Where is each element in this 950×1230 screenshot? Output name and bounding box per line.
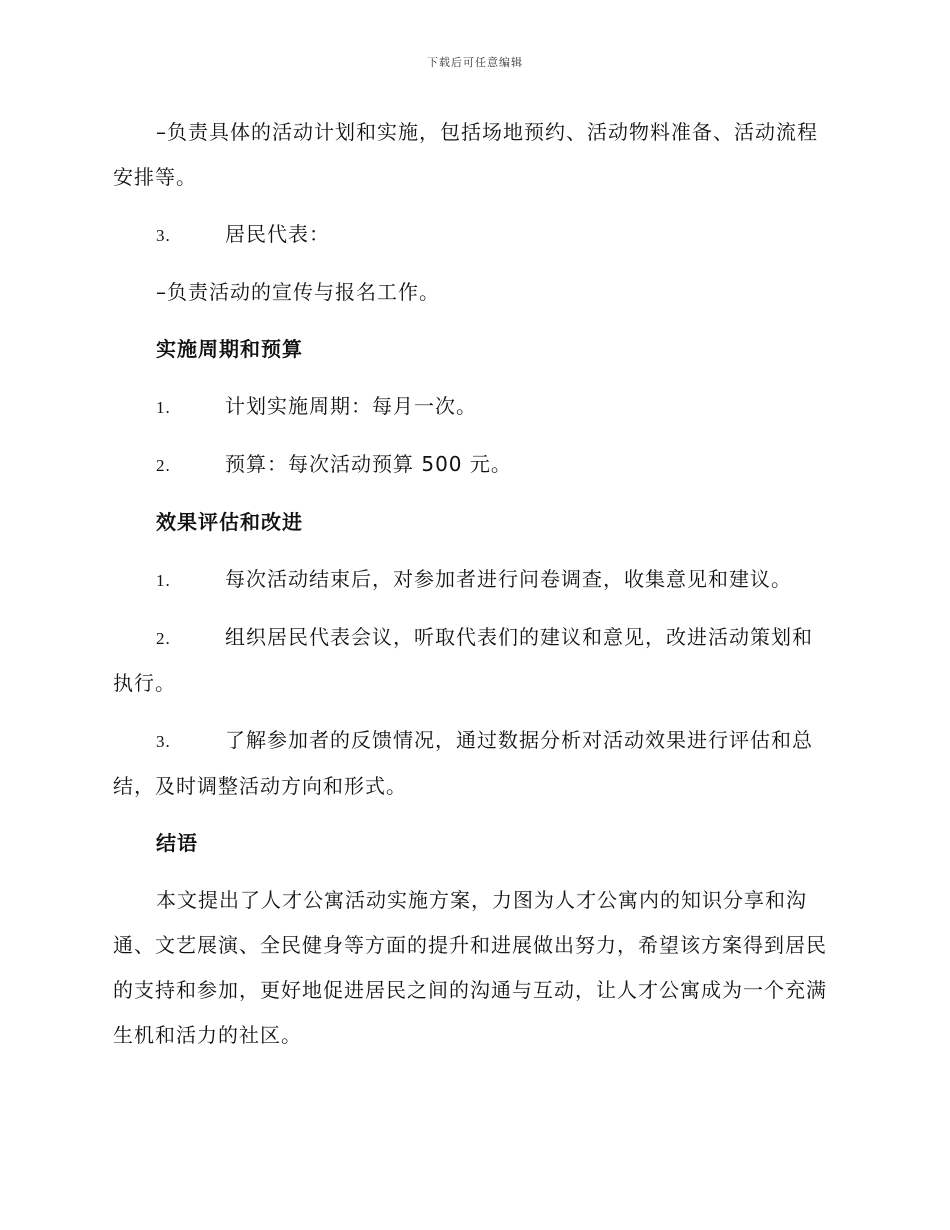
- list-text: 计划实施周期：每月一次。: [225, 394, 477, 418]
- list-item-survey: [113, 557, 833, 603]
- list-item-feedback: [113, 718, 833, 809]
- paragraph-resident-duty: –负责活动的宣传与报名工作。: [156, 280, 440, 304]
- list-item-meeting: [113, 615, 833, 706]
- header-note: 下载后可任意编辑: [427, 56, 523, 69]
- list-text: 了解参加者的反馈情况，通过数据分析对活动效果进行评估和总结，及时调整活动方向和形式。: [113, 728, 813, 798]
- list-number: 2.: [156, 629, 171, 648]
- section-heading-conclusion: 结语: [156, 831, 198, 855]
- list-item-schedule: [113, 384, 833, 430]
- paragraph-organizer-duty: –负责具体的活动计划和实施，包括场地预约、活动物料准备、活动流程安排等。: [113, 120, 818, 189]
- list-number: 3.: [156, 732, 171, 751]
- list-number: 3.: [156, 226, 171, 245]
- list-text: 预算：每次活动预算 500 元。: [225, 452, 512, 476]
- list-item-budget: [113, 442, 833, 488]
- list-item-resident-rep: [113, 212, 833, 258]
- list-number: 1.: [156, 398, 171, 417]
- list-text: 每次活动结束后，对参加者进行问卷调查，收集意见和建议。: [225, 567, 792, 591]
- paragraph-conclusion: 本文提出了人才公寓活动实施方案，力图为人才公寓内的知识分享和沟通、文艺展演、全民健身等方面的提升和进展做出努力，希望该方案得到居民的支持和参加，更好地促进居民之间的沟通与互动，让人才公寓成为一个充满生机和活力的社区。: [113, 888, 827, 1047]
- list-text: 居民代表：: [225, 222, 330, 246]
- document-body: [113, 110, 833, 1070]
- list-number: 1.: [156, 571, 171, 590]
- section-heading-evaluation: 效果评估和改进: [156, 510, 303, 534]
- section-heading-schedule-budget: 实施周期和预算: [156, 337, 303, 361]
- list-number: 2.: [156, 456, 171, 475]
- list-text: 组织居民代表会议，听取代表们的建议和意见，改进活动策划和执行。: [113, 625, 813, 695]
